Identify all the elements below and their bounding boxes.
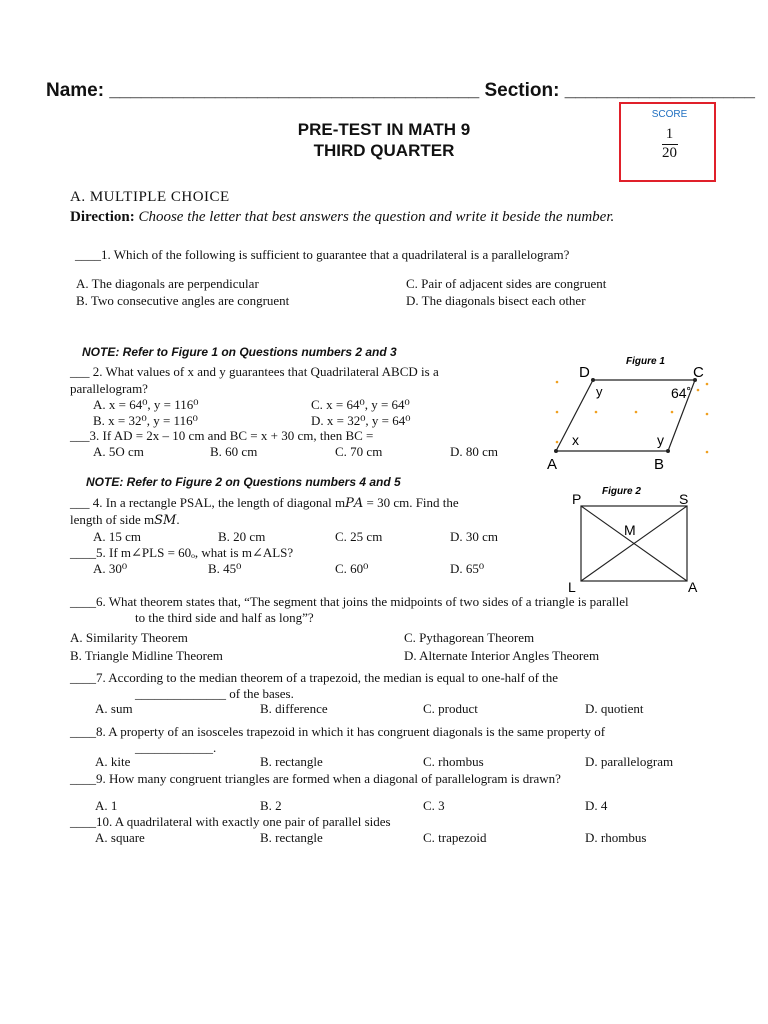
vertex-a-label: A — [547, 456, 558, 473]
question-8-cont: ____________. — [135, 740, 217, 755]
vertex-p-label: P — [572, 491, 582, 507]
q3-option-d: D. 80 cm — [450, 444, 499, 459]
q6-option-a: A. Similarity Theorem — [70, 630, 188, 645]
q4-option-b: B. 20 cm — [218, 529, 266, 544]
q5-option-a: A. 30⁰ — [93, 561, 128, 576]
q1-option-a: A. The diagonals are perpendicular — [76, 276, 259, 291]
q1-option-b: B. Two consecutive angles are congruent — [76, 293, 290, 308]
vertex-b-label: B — [654, 456, 665, 473]
angle-x-label: x — [572, 432, 579, 448]
q7-option-d: D. quotient — [585, 701, 644, 716]
question-4: ___ 4. In a rectangle PSAL, the length of diagonal m𝑃𝐴 = 30 cm. Find the — [70, 495, 459, 510]
q7-option-b: B. difference — [260, 701, 328, 716]
vertex-c-label: C — [693, 364, 704, 381]
section-blank: __________________ — [564, 80, 755, 101]
question-5: ____5. If m∠PLS = 60ₒ, what is m∠ALS? — [70, 545, 294, 560]
direction-label: Direction: — [70, 209, 135, 225]
question-6: ____6. What theorem states that, “The segment that joins the midpoints of two sides of a triangle is parallel — [70, 594, 629, 609]
q5-option-c: C. 60⁰ — [335, 561, 369, 576]
question-8: ____8. A property of an isosceles trapezoid in which it has congruent diagonals is the same property of — [70, 724, 606, 739]
q6-option-c: C. Pythagorean Theorem — [404, 630, 535, 645]
question-1: ____1. Which of the following is sufficient to guarantee that a quadrilateral is a parallelogram? — [75, 247, 570, 262]
angle-y-bottom-label: y — [657, 432, 664, 448]
q5-option-d: D. 65⁰ — [450, 561, 485, 576]
q2-option-d: D. x = 32⁰, y = 64⁰ — [311, 413, 411, 428]
question-7: ____7. According to the median theorem of a trapezoid, the median is equal to one-half of the — [70, 670, 559, 685]
name-label: Name: — [46, 80, 105, 101]
section-title: A. MULTIPLE CHOICE — [70, 189, 230, 205]
q10-option-d: D. rhombus — [585, 830, 647, 845]
q10-option-a: A. square — [95, 830, 145, 845]
figure-1-parallelogram — [540, 348, 720, 474]
q1-option-c: C. Pair of adjacent sides are congruent — [406, 276, 607, 291]
q3-option-b: B. 60 cm — [210, 444, 258, 459]
q9-option-c: C. 3 — [423, 798, 445, 813]
q9-option-a: A. 1 — [95, 798, 118, 813]
name-field-row — [46, 80, 755, 102]
q3-option-c: C. 70 cm — [335, 444, 383, 459]
q5-option-b: B. 45⁰ — [208, 561, 242, 576]
name-blank: ___________________________________ — [109, 80, 480, 101]
q10-option-c: C. trapezoid — [423, 830, 487, 845]
note-figure-2: NOTE: Refer to Figure 2 on Questions numbers 4 and 5 — [86, 475, 401, 489]
q8-option-d: D. parallelogram — [585, 754, 674, 769]
vertex-s-label: S — [679, 491, 689, 507]
q3-option-a: A. 5O cm — [93, 444, 144, 459]
q4-option-d: D. 30 cm — [450, 529, 499, 544]
q8-option-b: B. rectangle — [260, 754, 323, 769]
question-2-cont: parallelogram? — [70, 381, 148, 396]
q10-option-b: B. rectangle — [260, 830, 323, 845]
q7-option-a: A. sum — [95, 701, 133, 716]
center-m-label: M — [624, 522, 636, 538]
q1-option-d: D. The diagonals bisect each other — [406, 293, 586, 308]
test-title: PRE-TEST IN MATH 9 — [297, 120, 471, 139]
figure-1-label: Figure 1 — [626, 356, 665, 367]
figure-2-rectangle — [560, 482, 710, 594]
score-numerator: 1 — [665, 126, 674, 142]
direction-text: Choose the letter that best answers the question and write it beside the number. — [134, 209, 615, 225]
test-subtitle: THIRD QUARTER — [313, 141, 455, 160]
q2-option-b: B. x = 32⁰, y = 116⁰ — [93, 413, 198, 428]
direction-line — [70, 209, 614, 226]
angle-c-label: 64˚ — [671, 385, 692, 401]
vertex-a-label: A — [688, 579, 698, 594]
q8-option-a: A. kite — [95, 754, 131, 769]
score-denominator: 20 — [662, 145, 677, 161]
score-label: SCORE — [651, 109, 688, 120]
q6-option-d: D. Alternate Interior Angles Theorem — [404, 648, 600, 663]
question-9: ____9. How many congruent triangles are formed when a diagonal of parallelogram is drawn? — [70, 771, 561, 786]
q2-option-a: A. x = 64⁰, y = 116⁰ — [93, 397, 199, 412]
figure-2-label: Figure 2 — [602, 486, 641, 497]
q4-option-a: A. 15 cm — [93, 529, 142, 544]
section-label: Section: — [484, 80, 560, 101]
q4-option-c: C. 25 cm — [335, 529, 383, 544]
vertex-d-label: D — [579, 364, 590, 381]
q9-option-d: D. 4 — [585, 798, 608, 813]
q6-option-b: B. Triangle Midline Theorem — [70, 648, 223, 663]
vertex-l-label: L — [568, 579, 576, 594]
question-10: ____10. A quadrilateral with exactly one pair of parallel sides — [70, 814, 391, 829]
q2-option-c: C. x = 64⁰, y = 64⁰ — [311, 397, 410, 412]
angle-y-top-label: y — [596, 384, 603, 399]
question-4-cont: length of side m𝑆𝑀. — [70, 512, 180, 527]
q8-option-c: C. rhombus — [423, 754, 484, 769]
question-2: ___ 2. What values of x and y guarantees that Quadrilateral ABCD is a — [70, 364, 439, 379]
q9-option-b: B. 2 — [260, 798, 282, 813]
note-figure-1: NOTE: Refer to Figure 1 on Questions numbers 2 and 3 — [82, 345, 397, 359]
question-6-cont: to the third side and half as long”? — [135, 610, 314, 625]
question-3: ___3. If AD = 2x – 10 cm and BC = x + 30 cm, then BC = — [70, 428, 374, 443]
question-7-cont: ______________ of the bases. — [135, 686, 294, 701]
score-box — [619, 102, 716, 182]
q7-option-c: C. product — [423, 701, 478, 716]
